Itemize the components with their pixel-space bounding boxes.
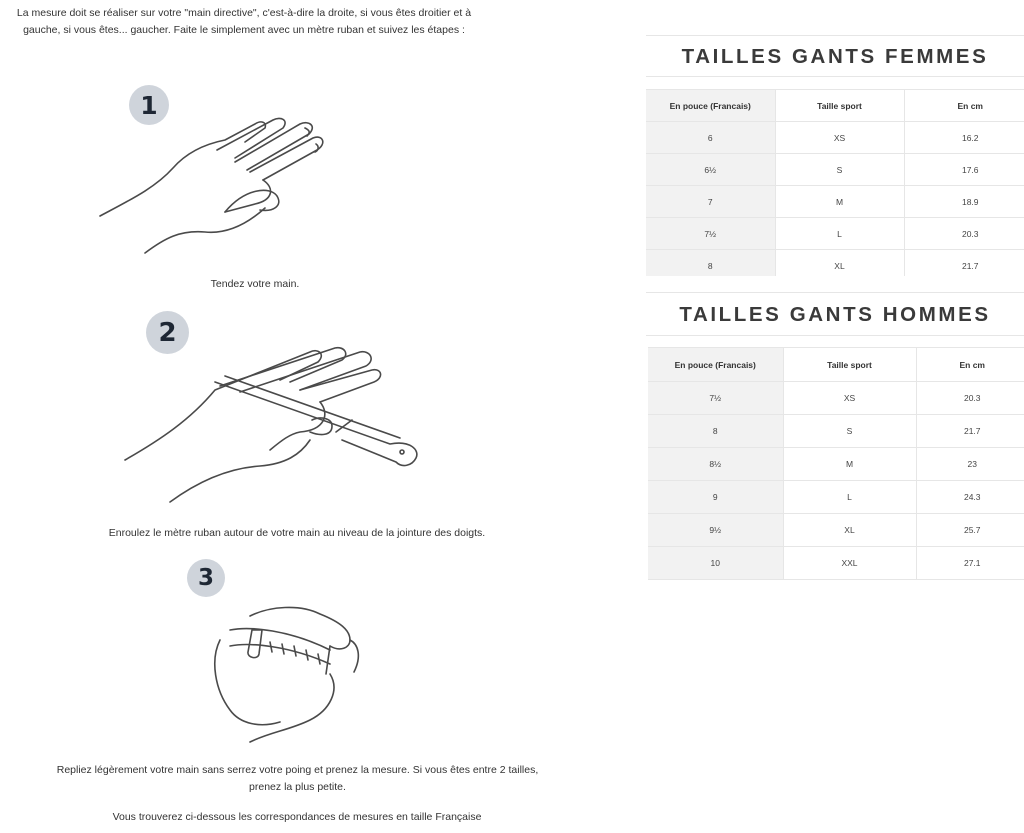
table-cell: 7 bbox=[646, 186, 775, 218]
table-cell: 10 bbox=[648, 547, 783, 580]
table-row bbox=[648, 481, 1024, 514]
table-cell: XXL bbox=[783, 547, 916, 580]
step-2-caption: Enroulez le mètre ruban autour de votre main au niveau de la jointure des doigts. bbox=[108, 527, 486, 539]
table-row bbox=[648, 415, 1024, 448]
table-row bbox=[648, 547, 1024, 580]
women-size-panel bbox=[646, 35, 1024, 77]
table-cell: M bbox=[783, 448, 916, 481]
column-header: En cm bbox=[916, 348, 1024, 382]
step-3-caption: Repliez légèrement votre main sans serrez votre poing et prenez la mesure. Si vous êtes entre 2 tailles, prenez la plus petite. bbox=[56, 764, 539, 793]
table-cell: S bbox=[775, 154, 904, 186]
table-cell: 16.2 bbox=[904, 122, 1024, 154]
table-cell: S bbox=[783, 415, 916, 448]
table-row bbox=[648, 382, 1024, 415]
table-row bbox=[646, 218, 1024, 250]
table-cell: L bbox=[775, 218, 904, 250]
column-header: Taille sport bbox=[783, 348, 916, 382]
table-cell: 8 bbox=[648, 415, 783, 448]
table-cell: 25.7 bbox=[916, 514, 1024, 547]
men-size-table-wrapper bbox=[646, 347, 1024, 582]
table-cell: XL bbox=[783, 514, 916, 547]
table-row bbox=[646, 122, 1024, 154]
table-header-row bbox=[646, 90, 1024, 122]
column-header: Taille sport bbox=[775, 90, 904, 122]
table-row bbox=[646, 186, 1024, 218]
table-cell: L bbox=[783, 481, 916, 514]
men-size-panel bbox=[646, 292, 1024, 336]
intro-text: La mesure doit se réaliser sur votre "main directive", c'est-à-dire la droite, si vous êtes droitier et à gauche, si vous êtes... gaucher. Faite le simplement avec un mètre ruban et suivez les étapes : bbox=[16, 7, 472, 36]
folded-hand-with-tape-icon bbox=[190, 600, 365, 745]
table-cell: M bbox=[775, 186, 904, 218]
table-cell: 27.1 bbox=[916, 547, 1024, 580]
men-size-table bbox=[648, 347, 1024, 580]
women-size-table bbox=[646, 89, 1024, 276]
table-cell: 6 bbox=[646, 122, 775, 154]
table-cell: 24.3 bbox=[916, 481, 1024, 514]
table-cell: 8½ bbox=[648, 448, 783, 481]
table-cell: 7½ bbox=[648, 382, 783, 415]
table-cell: 21.7 bbox=[916, 415, 1024, 448]
table-row bbox=[648, 514, 1024, 547]
table-row bbox=[648, 448, 1024, 481]
step-2-badge: 2 bbox=[146, 311, 189, 354]
outstretched-hand-icon bbox=[95, 108, 330, 258]
table-cell: 9½ bbox=[648, 514, 783, 547]
step-1-caption: Tendez votre main. bbox=[210, 278, 300, 290]
step-3-badge: 3 bbox=[187, 559, 225, 597]
column-header: En pouce (Francais) bbox=[648, 348, 783, 382]
table-row bbox=[646, 154, 1024, 186]
men-size-title: TAILLES GANTS HOMMES bbox=[646, 292, 1024, 336]
table-cell: 7½ bbox=[646, 218, 775, 250]
table-cell: 20.3 bbox=[904, 218, 1024, 250]
hand-with-tape-icon bbox=[120, 340, 425, 510]
table-cell: 18.9 bbox=[904, 186, 1024, 218]
column-header: En pouce (Francais) bbox=[646, 90, 775, 122]
women-size-title: TAILLES GANTS FEMMES bbox=[646, 35, 1024, 77]
table-cell: XS bbox=[775, 122, 904, 154]
table-cell: 17.6 bbox=[904, 154, 1024, 186]
table-cell: XS bbox=[783, 382, 916, 415]
table-cell: XL bbox=[775, 250, 904, 277]
footer-note: Vous trouverez ci-dessous les correspondances de mesures en taille Française bbox=[112, 811, 482, 823]
women-size-table-wrapper bbox=[646, 89, 1024, 276]
table-row bbox=[646, 250, 1024, 277]
table-cell: 9 bbox=[648, 481, 783, 514]
table-header-row bbox=[648, 348, 1024, 382]
table-cell: 6½ bbox=[646, 154, 775, 186]
table-cell: 8 bbox=[646, 250, 775, 277]
column-header: En cm bbox=[904, 90, 1024, 122]
table-cell: 20.3 bbox=[916, 382, 1024, 415]
table-cell: 23 bbox=[916, 448, 1024, 481]
step-1-badge: 1 bbox=[129, 85, 169, 125]
table-cell: 21.7 bbox=[904, 250, 1024, 277]
